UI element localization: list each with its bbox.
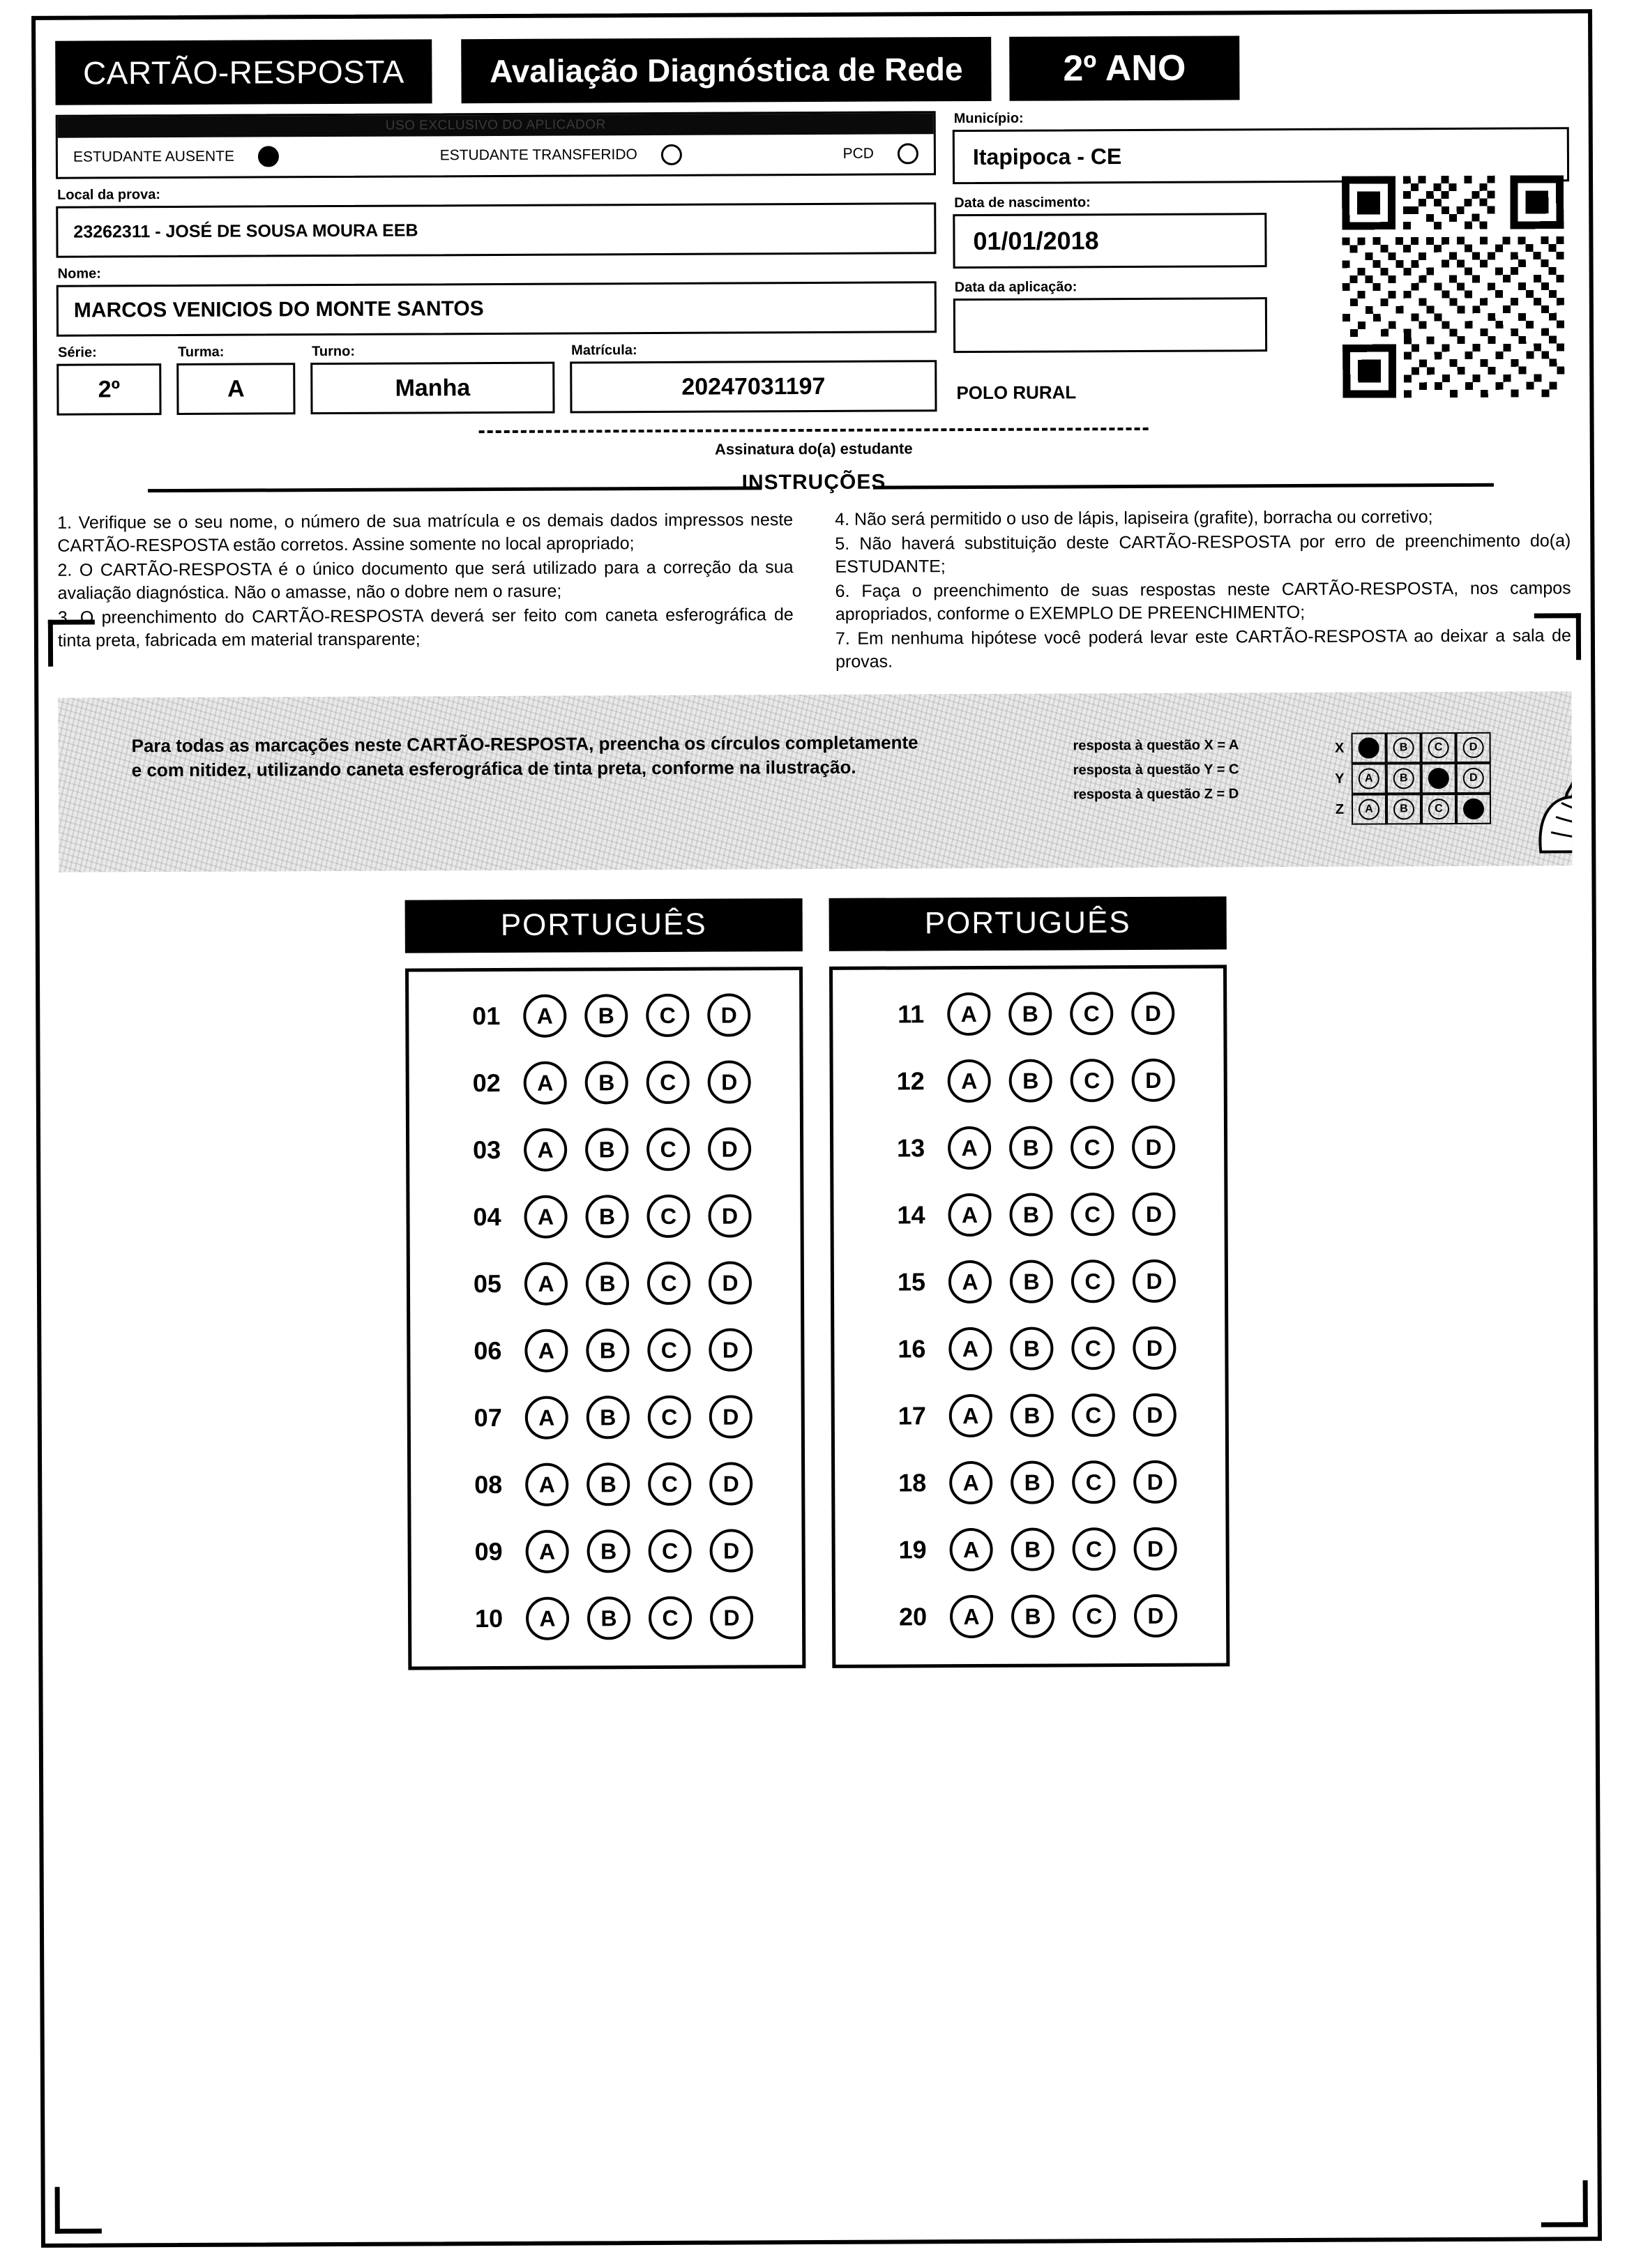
bubble-b[interactable]: B xyxy=(587,1596,630,1640)
bubble-d[interactable]: D xyxy=(1133,1393,1177,1437)
alignment-mark-top-right xyxy=(1534,613,1581,660)
answer-row xyxy=(833,979,1223,1048)
instructions-column-left xyxy=(57,508,794,679)
hand-with-pen-illustration xyxy=(1512,705,1572,859)
answer-row xyxy=(409,1115,800,1184)
answer-row xyxy=(833,1046,1223,1114)
bubble-a[interactable]: A xyxy=(524,1329,568,1373)
transferred-label: ESTUDANTE TRANSFERIDO xyxy=(439,146,637,164)
matricula-field[interactable]: 20247031197 xyxy=(570,360,937,413)
answer-row xyxy=(834,1314,1225,1382)
bubble-c[interactable]: C xyxy=(1071,1260,1114,1303)
bubble-a[interactable]: A xyxy=(526,1530,569,1573)
instruction-item: 5. Não haverá substituição deste CARTÃO-RESPOSTA por erro de preenchimento do(a) ESTUDANTE; xyxy=(835,531,1571,577)
instructions-header xyxy=(57,467,1571,506)
bubble-c[interactable]: C xyxy=(648,1396,691,1439)
bubble-a[interactable]: A xyxy=(950,1595,993,1638)
bubble-a[interactable]: A xyxy=(949,1461,992,1504)
answer-row xyxy=(411,1584,802,1652)
bubble-c[interactable]: C xyxy=(1071,1126,1114,1169)
identification-right xyxy=(953,108,1571,411)
example-row-label: Y xyxy=(1335,771,1345,787)
bubble-d[interactable]: D xyxy=(1134,1527,1177,1571)
example-bubble-a xyxy=(1359,737,1379,758)
bubble-b[interactable]: B xyxy=(585,1061,628,1104)
example-grid-row xyxy=(1328,763,1491,794)
answer-row xyxy=(835,1381,1225,1449)
filling-example-text: Para todas as marcações neste CARTÃO-RESPOSTA, preencha os círculos completamente e com nitidez, utilizando caneta esferográfica de tinta preta, conforme na ilustração. xyxy=(131,732,918,781)
filling-example-band xyxy=(58,691,1572,872)
bubble-a[interactable]: A xyxy=(525,1396,568,1439)
example-answer-lines xyxy=(1073,733,1239,807)
bubble-b[interactable]: B xyxy=(587,1396,630,1439)
question-number: 18 xyxy=(898,1468,927,1497)
example-bubble-c xyxy=(1428,768,1449,789)
question-number: 05 xyxy=(473,1269,502,1299)
serie-label: Série: xyxy=(58,345,97,361)
example-bubble-a: A xyxy=(1359,799,1379,819)
bubble-d[interactable]: D xyxy=(710,1529,753,1572)
answer-grid-section xyxy=(59,895,1576,1671)
bubble-a[interactable]: A xyxy=(948,1126,991,1170)
nascimento-field[interactable]: 01/01/2018 xyxy=(953,213,1266,269)
answer-row xyxy=(410,1316,801,1384)
bubble-d[interactable]: D xyxy=(1132,1193,1175,1236)
bubble-b[interactable]: B xyxy=(587,1529,630,1573)
example-cell xyxy=(1421,763,1456,794)
instruction-item: 1. Verifique se o seu nome, o número de sua matrícula e os demais dados impressos neste CARTÃO-RESPOSTA estão corretos. Assine somente no local apropriado; xyxy=(57,510,794,556)
bubble-a[interactable]: A xyxy=(948,1327,992,1370)
example-line: resposta à questão Y = C xyxy=(1073,762,1239,778)
bubble-c[interactable]: C xyxy=(1071,1059,1114,1102)
turno-label: Turno: xyxy=(312,343,356,360)
municipio-label: Município: xyxy=(953,110,1024,127)
card-label: CARTÃO-RESPOSTA xyxy=(55,39,432,105)
bubble-a[interactable]: A xyxy=(526,1597,569,1640)
bubble-b[interactable]: B xyxy=(1009,1193,1052,1237)
local-field[interactable]: 23262311 - JOSÉ DE SOUSA MOURA EEB xyxy=(56,202,936,258)
bubble-a[interactable]: A xyxy=(947,992,990,1036)
question-number: 15 xyxy=(897,1267,926,1296)
nascimento-label: Data de nascimento: xyxy=(954,195,1091,211)
example-bubble-b: B xyxy=(1393,768,1414,789)
question-number: 17 xyxy=(898,1401,926,1430)
identification-left xyxy=(56,111,937,416)
bubble-d[interactable]: D xyxy=(1134,1594,1177,1638)
bubble-c[interactable]: C xyxy=(646,1061,690,1104)
answer-column-title: PORTUGUÊS xyxy=(405,898,803,953)
bubble-a[interactable]: A xyxy=(949,1394,992,1437)
example-bubble-c: C xyxy=(1428,799,1449,819)
example-cell xyxy=(1352,763,1386,794)
question-number: 01 xyxy=(472,1001,501,1031)
answer-row xyxy=(409,1048,800,1117)
local-label: Local da prova: xyxy=(57,187,161,203)
bubble-b[interactable]: B xyxy=(1009,1059,1052,1103)
answer-row xyxy=(834,1247,1225,1315)
instructions-column-right xyxy=(835,505,1571,675)
transferred-bubble[interactable] xyxy=(661,144,682,165)
bubble-a[interactable]: A xyxy=(950,1528,993,1571)
question-number: 09 xyxy=(474,1536,503,1566)
question-number: 20 xyxy=(898,1602,928,1631)
bubble-b[interactable]: B xyxy=(586,1262,629,1305)
bubble-d[interactable]: D xyxy=(708,1194,751,1237)
bubble-d[interactable]: D xyxy=(1132,1059,1175,1102)
applicator-box xyxy=(56,111,936,179)
question-number: 11 xyxy=(898,999,925,1029)
bubble-c[interactable]: C xyxy=(1073,1594,1116,1638)
question-number: 03 xyxy=(472,1135,501,1165)
bubble-d[interactable]: D xyxy=(709,1328,752,1371)
answer-row xyxy=(411,1450,801,1518)
instructions-body xyxy=(57,505,1571,678)
bubble-c[interactable]: C xyxy=(1073,1527,1116,1571)
question-number: 14 xyxy=(897,1200,925,1230)
example-grid-row xyxy=(1328,732,1491,764)
example-grid xyxy=(1328,732,1492,825)
example-bubble-b: B xyxy=(1393,799,1414,819)
bubble-d[interactable]: D xyxy=(1133,1260,1176,1303)
bubble-b[interactable]: B xyxy=(586,1329,629,1372)
bubble-b[interactable]: B xyxy=(584,994,628,1037)
name-label: Nome: xyxy=(57,266,101,282)
sheet-header xyxy=(55,34,1568,105)
bubble-a[interactable]: A xyxy=(523,995,566,1038)
alignment-mark-bottom-right xyxy=(1541,2180,1588,2227)
answer-column-1 xyxy=(405,898,806,1670)
bubble-d[interactable]: D xyxy=(1131,992,1174,1035)
exam-title: Avaliação Diagnóstica de Rede xyxy=(461,37,991,103)
bubble-c[interactable]: C xyxy=(647,1262,690,1305)
question-number: 19 xyxy=(898,1535,927,1564)
answer-column-box xyxy=(405,967,805,1670)
example-cell xyxy=(1456,794,1491,824)
bubble-a[interactable]: A xyxy=(524,1262,568,1306)
pcd-bubble[interactable] xyxy=(898,143,918,164)
answer-row xyxy=(411,1383,801,1451)
answer-row xyxy=(833,1180,1224,1248)
question-number: 16 xyxy=(898,1334,926,1363)
answer-column-2 xyxy=(829,896,1230,1668)
alignment-mark-top-left xyxy=(48,620,95,667)
matricula-label: Matrícula: xyxy=(571,342,637,358)
bubble-c[interactable]: C xyxy=(646,1128,690,1171)
instruction-item: 4. Não será permitido o uso de lápis, lapiseira (grafite), borracha ou corretivo; xyxy=(835,507,1433,529)
signature-line[interactable] xyxy=(479,428,1149,433)
aplicacao-label: Data da aplicação: xyxy=(954,279,1077,296)
example-bubble-c: C xyxy=(1428,737,1449,758)
answer-row xyxy=(411,1517,801,1585)
example-line: resposta à questão Z = D xyxy=(1073,786,1239,803)
bubble-b[interactable]: B xyxy=(1011,1394,1054,1437)
bubble-b[interactable]: B xyxy=(1009,1126,1052,1170)
question-number: 10 xyxy=(474,1603,504,1633)
bubble-c[interactable]: C xyxy=(1072,1393,1115,1437)
answer-row xyxy=(835,1582,1226,1650)
bubble-d[interactable]: D xyxy=(1133,1326,1176,1370)
pcd-label: PCD xyxy=(842,145,874,162)
example-line: resposta à questão X = A xyxy=(1073,737,1239,754)
answer-row xyxy=(833,1113,1224,1181)
absent-label: ESTUDANTE AUSENTE xyxy=(73,148,235,165)
bubble-d[interactable]: D xyxy=(709,1261,752,1304)
example-bubble-b: B xyxy=(1393,737,1414,758)
question-number: 13 xyxy=(896,1133,925,1163)
example-cell xyxy=(1421,732,1456,763)
question-number: 07 xyxy=(474,1403,502,1432)
bubble-b[interactable]: B xyxy=(1010,1260,1053,1303)
bubble-d[interactable]: D xyxy=(707,993,750,1036)
bubble-c[interactable]: C xyxy=(646,994,689,1037)
bubble-b[interactable]: B xyxy=(587,1462,630,1506)
applicator-title: USO EXCLUSIVO DO APLICADOR xyxy=(58,113,934,137)
instruction-item: 2. O CARTÃO-RESPOSTA é o único documento que será utilizado para a correção da sua avaliação diagnóstica. Não o amasse, não o dobre nem o rasure; xyxy=(57,557,794,603)
signature-section xyxy=(57,425,1571,461)
bubble-d[interactable]: D xyxy=(1132,1126,1175,1169)
bubble-b[interactable]: B xyxy=(1011,1461,1054,1504)
instruction-item: 3. O preenchimento do CARTÃO-RESPOSTA deverá ser feito com caneta esferográfica de tinta preta, fabricada em material transparente; xyxy=(57,605,794,651)
example-cell xyxy=(1421,794,1456,824)
turma-label: Turma: xyxy=(178,344,225,360)
serie-field[interactable]: 2º xyxy=(56,363,161,416)
example-bubble-d: D xyxy=(1463,737,1484,758)
name-field[interactable]: MARCOS VENICIOS DO MONTE SANTOS xyxy=(56,281,937,337)
bubble-c[interactable]: C xyxy=(1071,1193,1114,1236)
answer-sheet-border xyxy=(31,9,1602,2248)
bubble-b[interactable]: B xyxy=(585,1128,628,1171)
bubble-d[interactable]: D xyxy=(708,1060,751,1103)
question-number: 08 xyxy=(474,1469,503,1499)
identification-section xyxy=(56,108,1571,415)
example-cell xyxy=(1386,763,1421,794)
example-cell xyxy=(1386,794,1421,824)
question-number: 12 xyxy=(896,1066,925,1096)
bubble-d[interactable]: D xyxy=(708,1127,751,1170)
bubble-b[interactable]: B xyxy=(1010,1327,1053,1370)
example-row-label: X xyxy=(1334,740,1345,756)
bubble-c[interactable]: C xyxy=(647,1329,690,1372)
signature-label: Assinatura do(a) estudante xyxy=(714,439,913,458)
bubble-d[interactable]: D xyxy=(709,1395,752,1438)
turma-field[interactable]: A xyxy=(176,363,295,415)
question-number: 02 xyxy=(472,1068,501,1098)
bubble-b[interactable]: B xyxy=(1011,1595,1054,1638)
bubble-c[interactable]: C xyxy=(1071,1326,1114,1370)
question-number: 06 xyxy=(474,1336,502,1366)
bubble-a[interactable]: A xyxy=(524,1195,567,1239)
example-cell xyxy=(1386,732,1421,763)
instruction-item: 7. Em nenhuma hipótese você poderá levar este CARTÃO-RESPOSTA ao deixar a sala de provas. xyxy=(835,626,1571,672)
bubble-a[interactable]: A xyxy=(524,1061,567,1105)
bubble-a[interactable]: A xyxy=(524,1128,567,1172)
answer-row xyxy=(409,981,799,1050)
answer-column-title: PORTUGUÊS xyxy=(829,896,1227,951)
absent-bubble[interactable] xyxy=(258,146,279,167)
municipio-field[interactable]: Itapipoca - CE xyxy=(953,127,1569,184)
example-grid-row xyxy=(1328,794,1491,825)
turno-field[interactable]: Manha xyxy=(310,362,554,415)
serie-turma-turno-row xyxy=(56,333,937,416)
bubble-a[interactable]: A xyxy=(948,1193,991,1237)
instructions-title: INSTRUÇÕES xyxy=(741,470,886,494)
example-bubble-d: D xyxy=(1463,768,1484,789)
bubble-c[interactable]: C xyxy=(646,1195,690,1238)
example-bubble-a: A xyxy=(1359,768,1379,789)
example-cell xyxy=(1456,732,1491,763)
bubble-b[interactable]: B xyxy=(585,1195,628,1238)
bubble-c[interactable]: C xyxy=(648,1462,691,1506)
bubble-a[interactable]: A xyxy=(525,1463,568,1506)
bubble-a[interactable]: A xyxy=(948,1059,991,1103)
instruction-item: 6. Faça o preenchimento de suas respostas neste CARTÃO-RESPOSTA, nos campos apropriados, conforme o EXEMPLO DE PREENCHIMENTO; xyxy=(835,578,1571,624)
example-bubble-d xyxy=(1463,799,1484,819)
answer-row xyxy=(409,1182,800,1250)
bubble-c[interactable]: C xyxy=(649,1529,692,1573)
bubble-c[interactable]: C xyxy=(1070,992,1113,1035)
aplicacao-field[interactable] xyxy=(953,297,1267,353)
bubble-d[interactable]: D xyxy=(710,1596,753,1639)
bubble-d[interactable]: D xyxy=(709,1462,752,1505)
bubble-b[interactable]: B xyxy=(1011,1528,1054,1571)
answer-column-box xyxy=(829,965,1230,1668)
answer-row xyxy=(410,1249,801,1317)
example-cell xyxy=(1456,763,1491,794)
qr-code xyxy=(1342,175,1564,398)
answer-row xyxy=(835,1515,1225,1583)
header-gap-2 xyxy=(991,37,1009,101)
bubble-d[interactable]: D xyxy=(1133,1460,1177,1504)
polo-label: POLO RURAL xyxy=(956,381,1077,404)
bubble-c[interactable]: C xyxy=(1072,1460,1115,1504)
grade-label: 2º ANO xyxy=(1009,36,1239,100)
bubble-a[interactable]: A xyxy=(948,1260,992,1303)
question-number: 04 xyxy=(473,1202,501,1232)
bubble-c[interactable]: C xyxy=(649,1596,692,1640)
bubble-b[interactable]: B xyxy=(1008,992,1052,1036)
alignment-mark-bottom-left xyxy=(55,2186,102,2233)
example-cell xyxy=(1352,794,1386,824)
header-gap xyxy=(432,39,461,103)
answer-row xyxy=(835,1448,1225,1516)
example-cell xyxy=(1352,732,1386,763)
example-row-label: Z xyxy=(1335,801,1345,817)
